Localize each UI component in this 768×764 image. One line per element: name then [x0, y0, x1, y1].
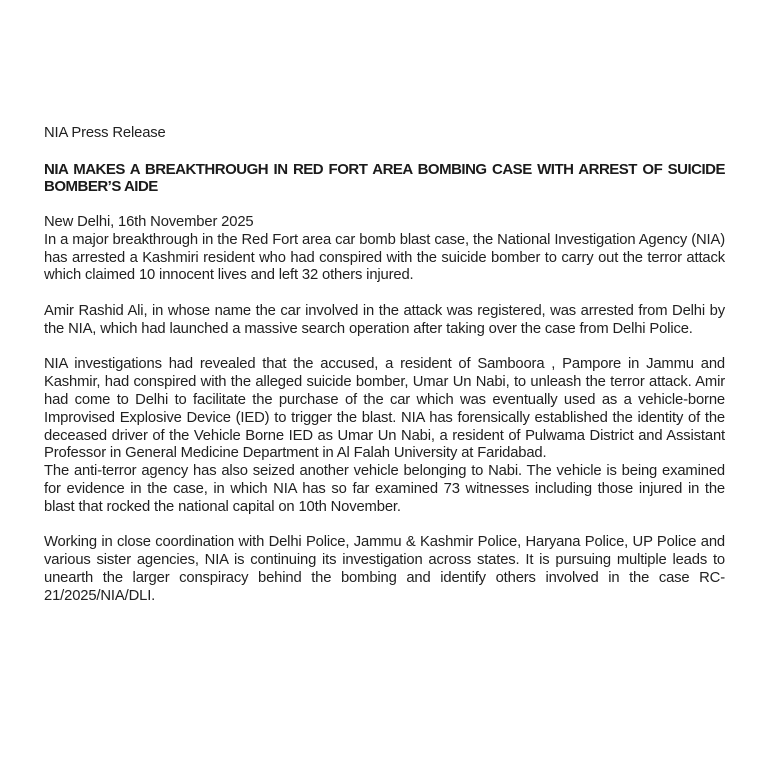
dateline: New Delhi, 16th November 2025 — [44, 213, 254, 230]
paragraph-vehicle-seizure: The anti-terror agency has also seized another vehicle belonging to Nabi. The vehicle is being examined for evidence in the case, in which NIA has so far examined 73 witnesses including those injured in the blast that rocked the national capital on 10th November. — [44, 463, 725, 515]
paragraph-investigation: NIA investigations had revealed that the accused, a resident of Samboora , Pampore in Jammu and Kashmir, had conspired with the alleged suicide bomber, Umar Un Nabi, to unleash the terror attack. Amir had come to Delhi to facilitate the purchase of the car which was eventually used as a vehicle-borne Improvised Explosive Device (IED) to trigger the blast. NIA has forensically established the identity of the deceased driver of the Vehicle Borne IED as Umar Un Nabi, a resident of Pulwama District and Assistant Professor in General Medicine Department in Al Falah University at Faridabad. — [44, 356, 725, 462]
headline: NIA MAKES A BREAKTHROUGH IN RED FORT AREA BOMBING CASE WITH ARREST OF SUICIDE BOMBER’S AIDE — [44, 160, 725, 196]
press-release-label: NIA Press Release — [44, 125, 166, 141]
paragraph-breakthrough: In a major breakthrough in the Red Fort area car bomb blast case, the National Investigation Agency (NIA) has arrested a Kashmiri resident who had conspired with the suicide bomber to carry out the terror attack which claimed 10 innocent lives and left 32 others injured. — [44, 231, 725, 284]
investigation-block — [44, 356, 725, 516]
press-release-document — [44, 125, 725, 623]
dateline-intro-block — [44, 214, 725, 285]
paragraph-coordination: Working in close coordination with Delhi Police, Jammu & Kashmir Police, Haryana Police, UP Police and various sister agencies, NIA is continuing its investigation across states. It is pursuing multiple leads to unearth the larger conspiracy behind the bombing and identify others involved in the case RC-21/2025/NIA/DLI. — [44, 534, 725, 604]
paragraph-arrest: Amir Rashid Ali, in whose name the car involved in the attack was registered, was arrested from Delhi by the NIA, which had launched a massive search operation after taking over the case from Delhi Police. — [44, 302, 725, 337]
